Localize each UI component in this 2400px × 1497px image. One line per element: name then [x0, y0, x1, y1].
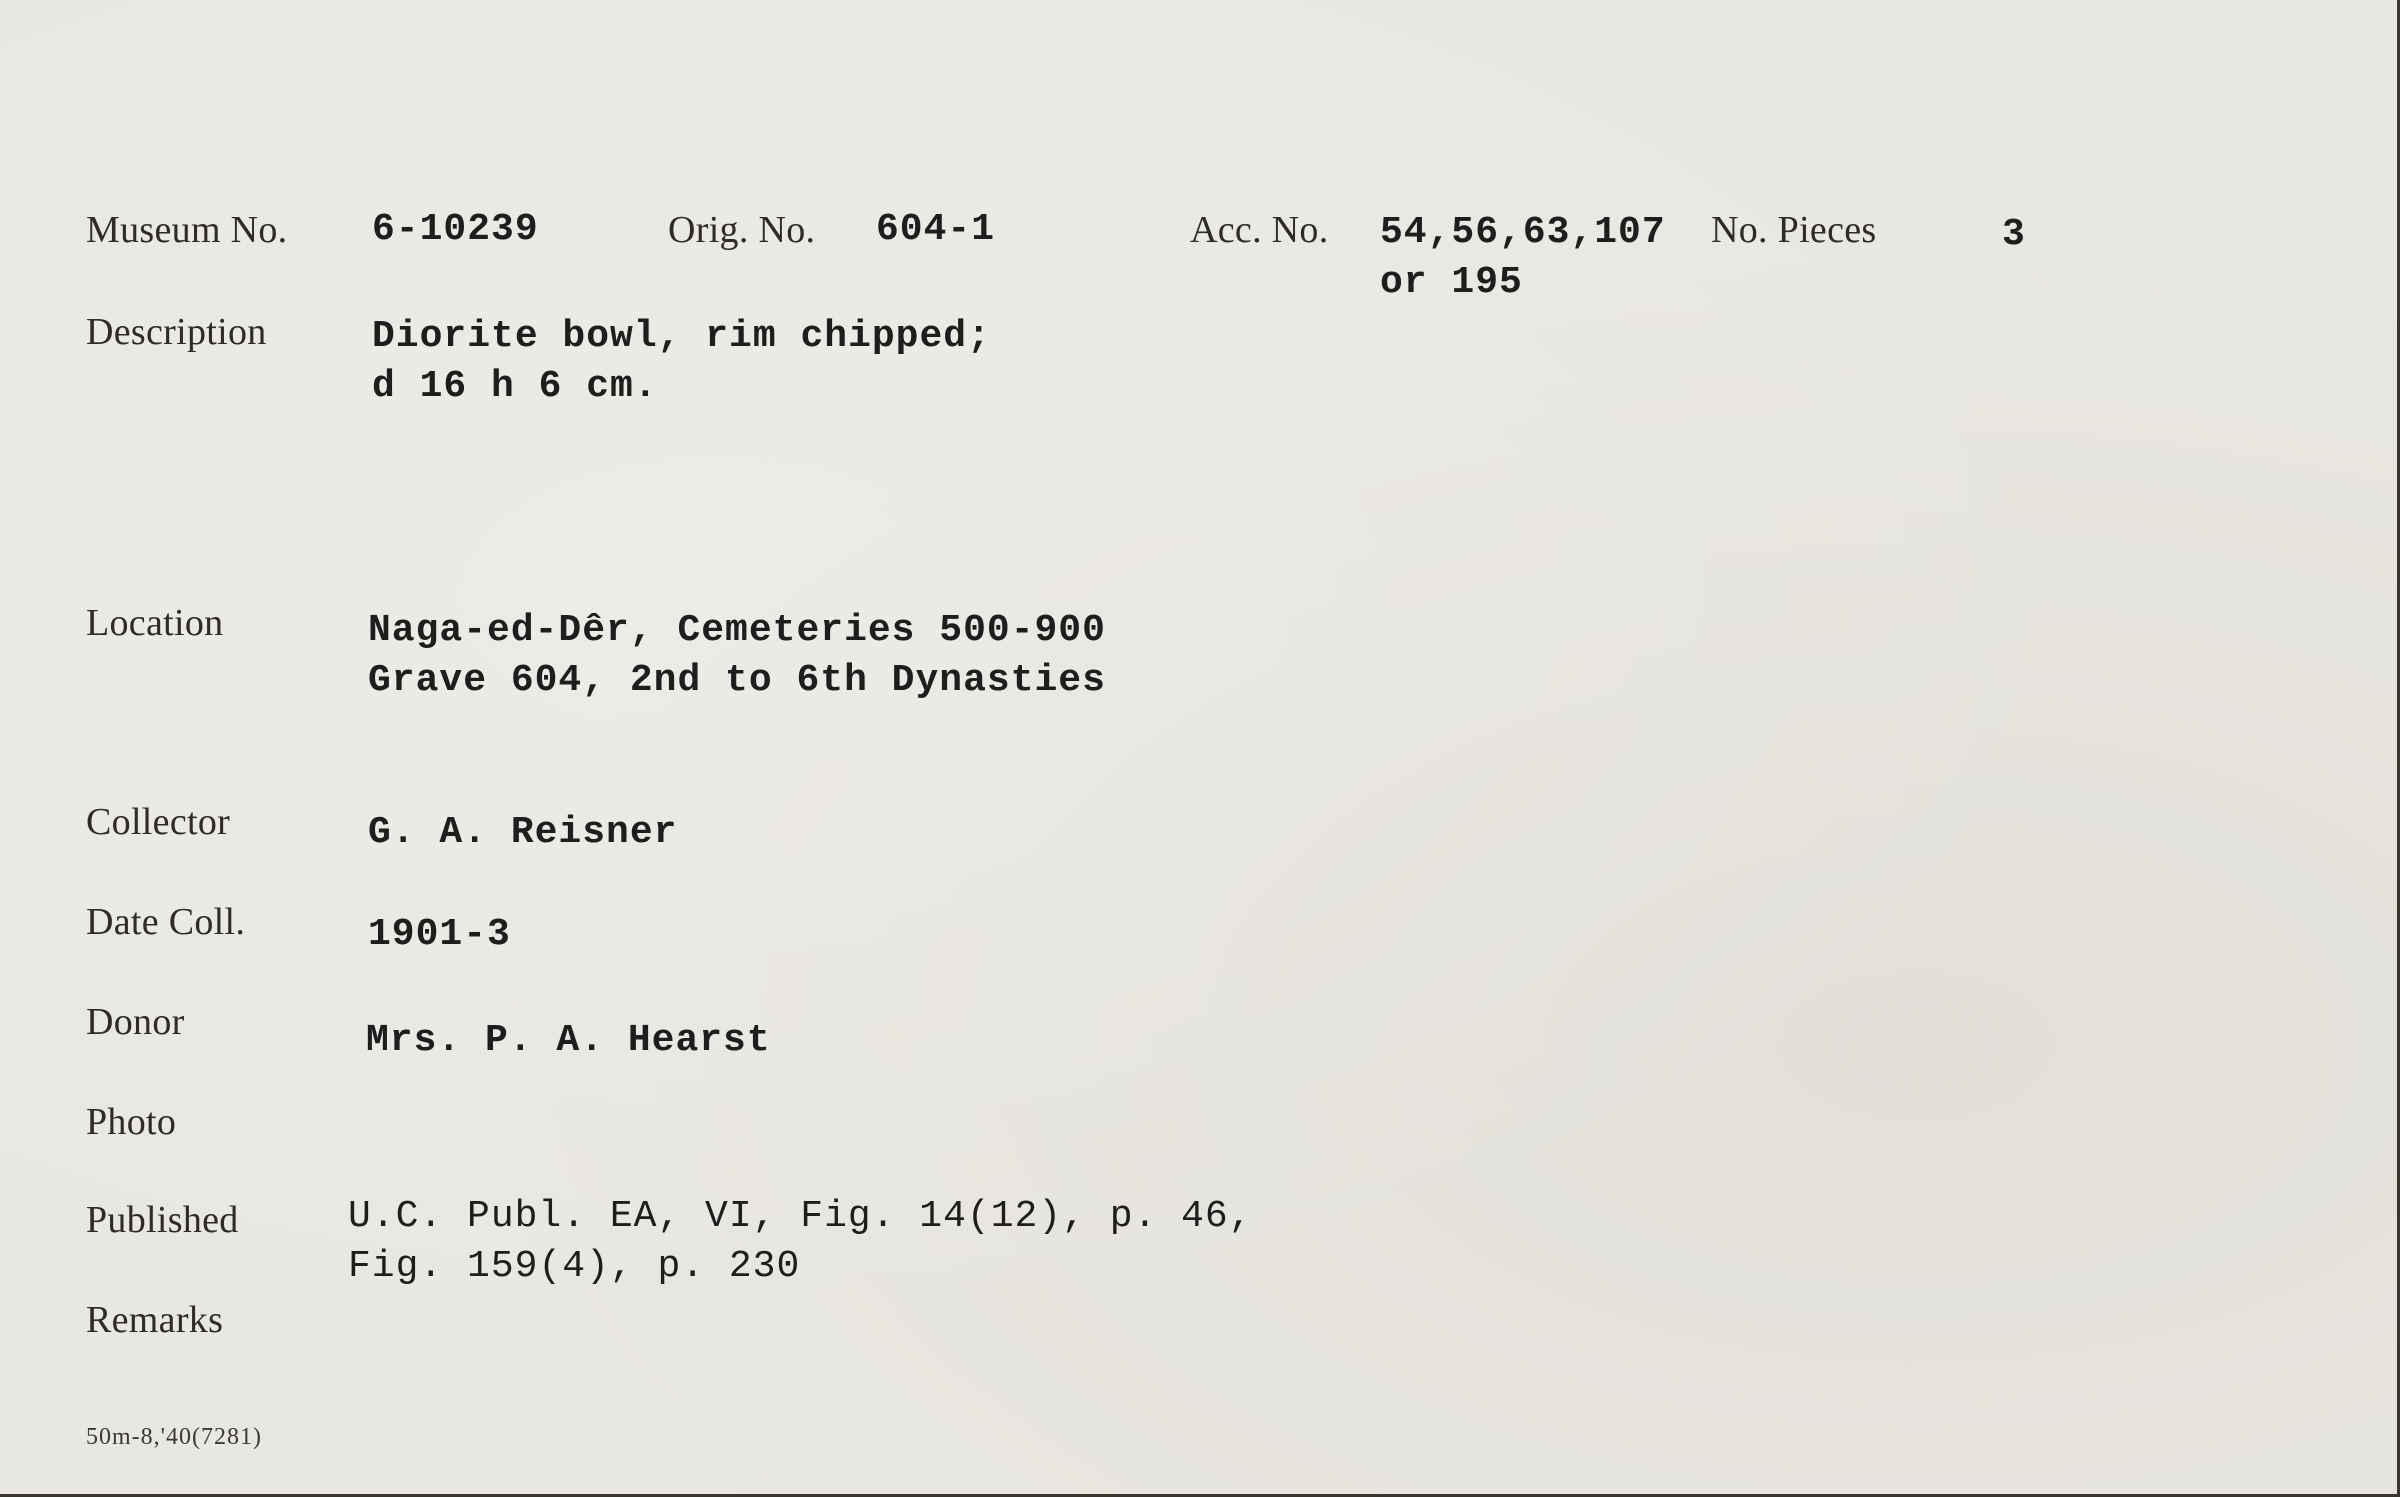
description-line-2: d 16 h 6 cm.	[372, 365, 658, 408]
date-coll-label: Date Coll.	[86, 901, 246, 943]
description-value	[372, 312, 991, 412]
orig-no-value: 604-1	[876, 208, 996, 251]
published-line-1: U.C. Publ. EA, VI, Fig. 14(12), p. 46,	[348, 1195, 1253, 1238]
museum-no-value: 6-10239	[372, 208, 539, 251]
location-label: Location	[86, 602, 224, 644]
published-value	[348, 1192, 1253, 1292]
location-line-1: Naga-ed-Dêr, Cemeteries 500-900	[368, 609, 1106, 652]
collector-label: Collector	[86, 801, 231, 843]
description-line-1: Diorite bowl, rim chipped;	[372, 315, 991, 358]
no-pieces-label: No. Pieces	[1711, 209, 1877, 251]
location-value	[368, 606, 1106, 706]
photo-label: Photo	[86, 1101, 177, 1143]
donor-label: Donor	[86, 1001, 185, 1043]
remarks-label: Remarks	[86, 1299, 224, 1341]
acc-no-value	[1380, 208, 1666, 308]
published-label: Published	[86, 1199, 239, 1241]
date-coll-value: 1901-3	[368, 913, 511, 956]
museum-no-label: Museum No.	[86, 209, 288, 251]
orig-no-label: Orig. No.	[668, 209, 816, 251]
no-pieces-value: 3	[2002, 213, 2026, 256]
location-line-2: Grave 604, 2nd to 6th Dynasties	[368, 659, 1106, 702]
acc-no-line-1: 54,56,63,107	[1380, 211, 1666, 254]
published-line-2: Fig. 159(4), p. 230	[348, 1245, 801, 1288]
description-label: Description	[86, 311, 267, 353]
collector-value: G. A. Reisner	[368, 811, 678, 854]
acc-no-label: Acc. No.	[1190, 209, 1329, 251]
acc-no-line-2: or 195	[1380, 261, 1523, 304]
donor-value: Mrs. P. A. Hearst	[366, 1019, 771, 1062]
print-code: 50m-8,'40(7281)	[86, 1424, 262, 1450]
